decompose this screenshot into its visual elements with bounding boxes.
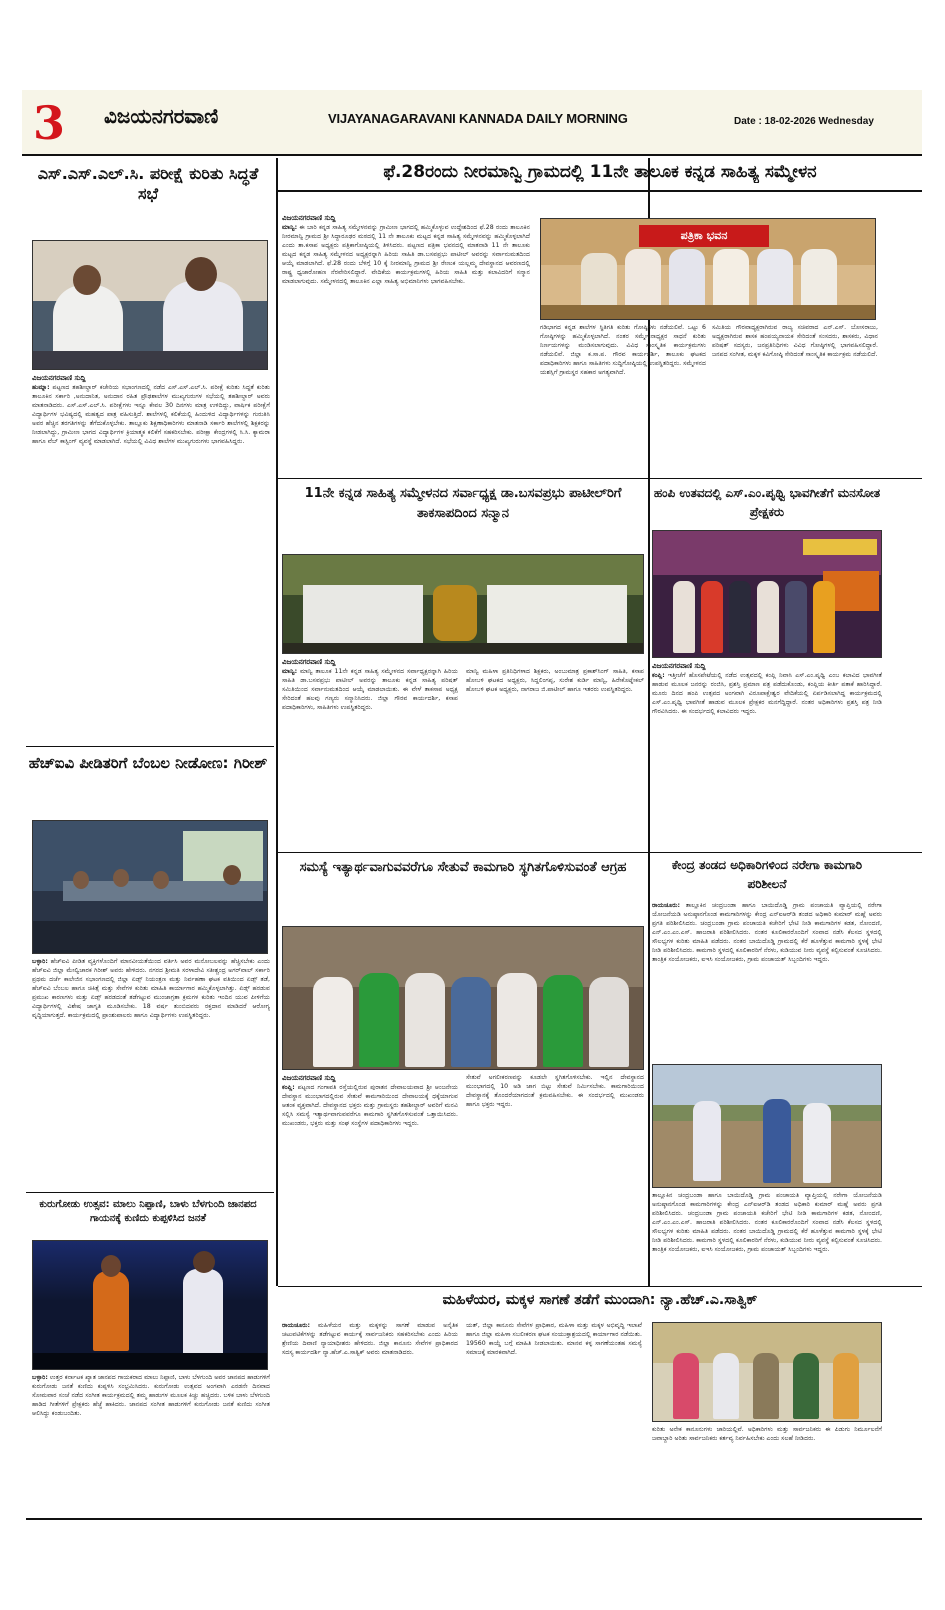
hiv-workshop-photo xyxy=(32,820,268,954)
kurugodu-body: ಬಳ್ಳಾರಿ: ಉತ್ತರ ಕರ್ನಾಟಕ ಖ್ಯಾತ ಜಾನಪದ ಗಾಯಕರಾದ ಮಾಲು ನಿಪ್ಪಾಣಿ, ಬಾಳು ಬೆಳಗುಂದಿ ಅವರ ಜಾನಪದ ಹಾಡುಗಳಿಗೆ ಕುರುಗೋಡು ಜನತೆ ಕುಣಿದು ಕುಪ್ಪಳಿಸಿ ಸಂಭ್ರಮಿಸಿದರು. ಕುರುಗೋಡು ಉತ್ಸವದ ಅಂಗವಾಗಿ ಎರಡನೇ ದಿನವಾದ ಸೋಮವಾರ ಸಂಜೆ ನಡೆದ ಸಂಗೀತ ಕಾರ್ಯಕ್ರಮದಲ್ಲಿ ತಮ್ಮ ಹಾಡುಗಳ ಮೂಲಕ ಕಿಚ್ಚು ಹಚ್ಚಿದರು. ಬಳಿಕ ಬಾಳು ಬೆಳಗುಂದಿ ಹಾಡಿದ ಗೀತೆಗಳಿಗೆ ಪ್ರೇಕ್ಷಕರು ಹೆಜ್ಜೆ ಹಾಕಿದರು. ಜಾನಪದ ಸಂಗೀತ ಹಾಡುಗಳಿಗೆ ಕುರುಗೋಡು ಜನತೆ ಕುಣಿದು ಸಂಗೀತ ಆಲಿಸಿದ್ದು ಕಂಡುಬಂದಿತು. xyxy=(32,1374,270,1417)
sanmana-col1: ಮಾನ್ವಿ: ಮಾನ್ವಿ ತಾಲೂಕ 11ನೇ ಕನ್ನಡ ಸಾಹಿತ್ಯ ಸಮ್ಮೇಳನದ ಸರ್ವಾಧ್ಯಕ್ಷರನ್ನಾಗಿ ಹಿರಿಯ ಸಾಹಿತಿ ಡಾ.ಬಸವಪ್ರಭು ಪಾಟೀಲ್ ಅವರನ್ನು ತಾಲೂಕು ಕನ್ನಡ ಸಾಹಿತ್ಯ ಪರಿಷತ್ ಸಮಿತಿಯಿಂದ ಸರ್ವಾನುಮತದಿಂದ ಆಯ್ಕೆ ಮಾಡಲಾಯಿತು. ಈ ವೇಳೆ ತಾಕಸಾಪ ಅಧ್ಯಕ್ಷ ಸೇರಿದಂತೆ ಹಲವು ಗಣ್ಯರು ಸನ್ಮಾನಿಸಿದರು. ಜಿಲ್ಲಾ ಗೌರವ ಕಾರ್ಯದರ್ಶಿ, ಕಸಾಪ ಪದಾಧಿಕಾರಿಗಳು, ಸಾಹಿತಿಗಳು ಉಪಸ್ಥಿತರಿದ್ದರು. xyxy=(282,668,458,711)
sslc-byline: ವಿಜಯನಗರವಾಣಿ ಸುದ್ದಿ xyxy=(32,374,86,382)
masthead-title-english: VIJAYANAGARAVANI KANNADA DAILY MORNING xyxy=(328,111,628,126)
sanmana-headline: 11ನೇ ಕನ್ನಡ ಸಾಹಿತ್ಯ ಸಮ್ಮೇಳನದ ಸರ್ವಾಧ್ಯಕ್ಷ ಡಾ.ಬಸವಪ್ರಭು ಪಾಟೀಲ್‌ರಿಗೆ ತಾಕಸಾಪದಿಂದ ಸನ್ಮಾನ xyxy=(304,486,622,521)
press-bhavan-banner: ಪತ್ರಿಕಾ ಭವನ xyxy=(639,225,769,247)
sammelana-col2: ಗಡಿಭಾಗದ ಕನ್ನಡ ಶಾಲೆಗಳ ಸ್ಥಿತಿಗತಿ ಕುರಿತು ಗೋಷ್ಠಿಗಳು ನಡೆಯಲಿವೆ. ಒಟ್ಟು 6 ಗೋಷ್ಠಿಗಳನ್ನು ಹಮ್ಮಿಕೊಳ್ಳಲಾಗಿದೆ. ನಂತರ ಸಮ್ಮೇಳನಾಧ್ಯಕ್ಷರ ಸಾಧನೆ ಕುರಿತು ನಿರ್ಣಯಗಳನ್ನು ಮಂಡಿಸಲಾಗುವುದು. ವಿವಿಧ ಸಾಂಸ್ಕೃತಿಕ ಕಾರ್ಯಕ್ರಮಗಳು ನಡೆಯಲಿವೆ. ಜಿಲ್ಲಾ ಕ.ಸಾ.ಪ. ಗೌರವ ಕಾರ್ಯದರ್ಶಿ, ತಾಲೂಕು ಘಟಕದ ಪದಾಧಿಕಾರಿಗಳು ಹಾಗೂ ಸಾಹಿತಿಗಳು ಸುದ್ದಿಗೋಷ್ಠಿಯಲ್ಲಿ ಉಪಸ್ಥಿತರಿದ್ದರು. ಸಮ್ಮೇಳನದ ಯಶಸ್ಸಿಗೆ ಗ್ರಾಮಸ್ಥರ ಸಹಕಾರ ಅಗತ್ಯವಾಗಿದೆ. xyxy=(540,324,706,376)
mahila-event-photo xyxy=(652,1322,882,1422)
sslc-body: ಹುಮ್ನಾ: ಪಟ್ಟಣದ ತಹಶೀಲ್ದಾರ್ ಕಚೇರಿಯ ಸಭಾಂಗಣದಲ್ಲಿ ನಡೆದ ಎಸ್.ಎಸ್.ಎಲ್.ಸಿ. ಪರೀಕ್ಷೆ ಕುರಿತು ಸಿದ್ಧತೆ ಕುರಿತು ತಾಲೂಕಿನ ಸರ್ಕಾರಿ ,ಅನುದಾನಿತ, ಅನುದಾನ ರಹಿತ ಪ್ರೌಢಶಾಲೆಗಳ ಮುಖ್ಯಗುರುಗಳ ಸಭೆಯಲ್ಲಿ ತಹಶೀಲ್ದಾರ್ ಅವರು ಮಾತನಾಡಿದರು. ಎಸ್.ಎಸ್.ಎಲ್.ಸಿ. ಪರೀಕ್ಷೆಗಳು ಇನ್ನೂ ಕೇವಲ 30 ದಿನಗಳು ಮಾತ್ರ ಉಳಿದಿದ್ದು, ವಾರ್ಷಿಕ ಪರೀಕ್ಷೆಗೆ ವಿದ್ಯಾರ್ಥಿಗಳ ಭವಿಷ್ಯದಲ್ಲಿ ಮಹತ್ವದ ಪಾತ್ರ ವಹಿಸುತ್ತಿದೆ. ಶಾಲೆಗಳಲ್ಲಿ ಕಲಿಕೆಯಲ್ಲಿ ಹಿಂದುಳಿದ ವಿದ್ಯಾರ್ಥಿಗಳನ್ನು ಗುರುತಿಸಿ ಅವರ ಹೆಚ್ಚಿನ ತರಗತಿಗಳನ್ನು ತೆಗೆದುಕೊಳ್ಳಬೇಕು. ತಾಲ್ಲೂಕು ಶಿಕ್ಷಣಾಧಿಕಾರಿಗಳು ಮಾತನಾಡಿ ಸರ್ಕಾರಿ ಶಾಲೆಗಳಲ್ಲಿ ಶಿಕ್ಷಕರನ್ನು ನೀಡಲಾಗಿದ್ದು, ಗ್ರಾಮೀಣ ಭಾಗದ ವಿದ್ಯಾರ್ಥಿಗಳ ಕ್ರಿಯಾತ್ಮಕ ಕಲಿಕೆಗೆ ಸಹಕರಿಸಬೇಕು. ಪರೀಕ್ಷಾ ಕೇಂದ್ರಗಳಲ್ಲಿ ಸಿ.ಸಿ. ಕ್ಯಾಮರಾ ಹಾಗೂ ವೆಬ್ ಕಾಸ್ಟಿಂಗ್ ವ್ಯವಸ್ಥೆ ಮಾಡಲಾಗಿದೆ. ಸಭೆಯಲ್ಲಿ ವಿವಿಧ ಶಾಲೆಗಳ ಮುಖ್ಯಗುರುಗಳು ಭಾಗವಹಿಸಿದ್ದರು. xyxy=(32,384,270,445)
mahila-col2: ಯತ್, ಜಿಲ್ಲಾ ಕಾನೂನು ಸೇವೆಗಳ ಪ್ರಾಧಿಕಾರ, ಮಹಿಳಾ ಮತ್ತು ಮಕ್ಕಳ ಅಭಿವೃದ್ಧಿ ಇಲಾಖೆ ಹಾಗೂ ಜಿಲ್ಲಾ ಮಹಿಳಾ ಸಬಲೀಕರಣ ಘಟಕ ಸಂಯುಕ್ತಾಶ್ರಯದಲ್ಲಿ ಕಾರ್ಯಾಗಾರ ನಡೆಯಿತು. 19560 ಕಾಯ್ದೆ ಬಗ್ಗೆ ಮಾಹಿತಿ ನೀಡಲಾಯಿತು. ಮಾನವ ಕಳ್ಳ ಸಾಗಣೆಯಂತಹ ಸಮಸ್ಯೆ ಸಮಾಜಕ್ಕೆ ಮಾರಕವಾಗಿದೆ. xyxy=(466,1322,642,1356)
page-number: 3 xyxy=(32,96,65,150)
masthead-date: Date : 18-02-2026 Wednesday xyxy=(734,116,874,127)
setuve-col1: ಕಂಪ್ಲಿ: ಪಟ್ಟಣದ ಗಂಗಾವತಿ ರಸ್ತೆಯಲ್ಲಿರುವ ಪುರಾತನ ದೇವಾಲಯವಾದ ಶ್ರೀ ಆಂಜನೇಯ ದೇವಸ್ಥಾನ ಮುಂಭಾಗದಲ್ಲಿರುವ ಸೇತುವೆ ಕಾಮಗಾರಿಯಿಂದ ದೇವಾಲಯಕ್ಕೆ ಧಕ್ಕೆಯಾಗುವ ಆತಂಕ ವ್ಯಕ್ತವಾಗಿದೆ. ದೇವಸ್ಥಾನದ ಭಕ್ತರು ಮತ್ತು ಗ್ರಾಮಸ್ಥರು ತಹಶೀಲ್ದಾರ್ ಅವರಿಗೆ ಮನವಿ ಸಲ್ಲಿಸಿ ಸಮಸ್ಯೆ ಇತ್ಯಾರ್ಥವಾಗುವವರೆಗೂ ಕಾಮಗಾರಿ ಸ್ಥಗಿತಗೊಳಿಸುವಂತೆ ಒತ್ತಾಯಿಸಿದರು. ಮುಖಂಡರು, ಭಕ್ತರು ಮತ್ತು ಸಂಘ ಸಂಸ್ಥೆಗಳ ಪದಾಧಿಕಾರಿಗಳು ಇದ್ದರು. xyxy=(282,1084,458,1127)
mahila-col1: ರಾಯಚೂರು: ಮಹಿಳೆಯರ ಮತ್ತು ಮಕ್ಕಳನ್ನು ಸಾಗಣೆ ಮಾಡುವ ಅನೈತಿಕ ಚಟುವಟಿಕೆಗಳನ್ನು ತಡೆಗಟ್ಟುವ ಕಾರ್ಯಕ್ಕೆ ಸಾರ್ವಜನಿಕರು ಸಹಕರಿಸಬೇಕು ಎಂದು ಹಿರಿಯ ಶ್ರೇಣಿಯ ದಿವಾಣಿ ನ್ಯಾಯಾಧೀಶರು ಹೇಳಿದರು. ಜಿಲ್ಲಾ ಕಾನೂನು ಸೇವೆಗಳ ಪ್ರಾಧಿಕಾರದ ಸದಸ್ಯ ಕಾರ್ಯದರ್ಶಿ ನ್ಯಾ.ಹೆಚ್.ಎ.ಸಾತ್ವಿಕ್ ಅವರು ಮಾತನಾಡಿದರು. xyxy=(282,1322,458,1356)
hampi-award-photo xyxy=(652,530,882,658)
masthead-title-kannada: ವಿಜಯನಗರವಾಣಿ xyxy=(104,104,219,128)
sammelana-press-photo xyxy=(540,218,876,320)
mahila-col3: ಕುರಿತು ಅನೇಕ ಕಾನೂನುಗಳು ಜಾರಿಯಲ್ಲಿವೆ. ಅಧಿಕಾರಿಗಳು ಮತ್ತು ಸಾರ್ವಜನಿಕರು ಈ ಪಿಡುಗು ನಿರ್ಮೂಲನೆಗೆ ಜವಾಬ್ದಾರಿ ಅರಿತು ಸಾರ್ವಜನಿಕರು ಕರ್ತವ್ಯ ನಿರ್ವಹಿಸಬೇಕು ಎಂದು ಸಲಹೆ ನೀಡಿದರು. xyxy=(652,1426,882,1442)
setuve-byline: ವಿಜಯನಗರವಾಣಿ ಸುದ್ದಿ xyxy=(282,1074,336,1082)
sanmana-byline: ವಿಜಯನಗರವಾಣಿ ಸುದ್ದಿ xyxy=(282,658,336,666)
sanmana-felicitation-photo xyxy=(282,554,644,654)
sammelana-col1: ಮಾನ್ವಿ: ಈ ಬಾರಿ ಕನ್ನಡ ಸಾಹಿತ್ಯ ಸಮ್ಮೇಳನವನ್ನು ಗ್ರಾಮೀಣ ಭಾಗದಲ್ಲಿ ಹಮ್ಮಿಕೊಳ್ಳುವ ಉದ್ದೇಶದಿಂದ ಫೆ.28 ರಂದು ತಾಲೂಕಿನ ನೀರಮಾನ್ವಿ ಗ್ರಾಮದ ಶ್ರೀ ಸಿದ್ಧಾರೂಢರ ಮಠದಲ್ಲಿ 11 ನೇ ತಾಲೂಕು ಮಟ್ಟದ ಕನ್ನಡ ಸಾಹಿತ್ಯ ಸಮ್ಮೇಳನವನ್ನು ಹಮ್ಮಿಕೊಳ್ಳಲಾಗಿದೆ ಎಂದು ತಾ.ಕಸಾಪ ಅಧ್ಯಕ್ಷರು ಪತ್ರಿಕಾಗೋಷ್ಠಿಯಲ್ಲಿ ತಿಳಿಸಿದರು. ಪಟ್ಟಣದ ಪತ್ರಿಕಾ ಭವನದಲ್ಲಿ ಮಾತನಾಡಿ 11 ನೇ ತಾಲೂಕು ಮಟ್ಟದ ಕನ್ನಡ ಸಾಹಿತ್ಯ ಸಮ್ಮೇಳನದ ಅಧ್ಯಕ್ಷರನ್ನಾಗಿ ಹಿರಿಯ ಸಾಹಿತಿ ಡಾ.ಬಸವಪ್ರಭು ಪಾಟೀಲ್ ಅವರನ್ನು ಸರ್ವಾನುಮತದಿಂದ ಆಯ್ಕೆ ಮಾಡಲಾಗಿದೆ. ಫೆ.28 ರಂದು ಬೆಳಿಗ್ಗೆ 10 ಕ್ಕೆ ನೀರಮಾನ್ವಿ ಗ್ರಾಮದ ಶ್ರೀ ರೇಣುಕ ಯಲ್ಲಮ್ಮ ದೇವಸ್ಥಾನದ ಆವರಣದಲ್ಲಿ ರಾಷ್ಟ್ರ ಧ್ವಜಾರೋಹಣ ನೆರವೇರಿಸಲಿದ್ದಾರೆ. ವೇದಿಕೆಯ ಕಾರ್ಯಕ್ರಮಗಳಲ್ಲಿ ಹಿರಿಯ ಸಾಹಿತಿ ಮತ್ತು ಕಲಾವಿದರಿಗೆ ಸನ್ಮಾನ ಮಾಡಲಾಗುವುದು. ಸಮ್ಮೇಳನದಲ್ಲಿ ತಾಲೂಕಿನ ಎಲ್ಲಾ ಸಾಹಿತ್ಯ ಅಭಿಮಾನಿಗಳು ಭಾಗವಹಿಸಬೇಕು. xyxy=(282,224,530,285)
narega-body: ರಾಯಚೂರು: ತಾಲ್ಲೂಕಿನ ಚಂದ್ರಬಂಡಾ ಹಾಗೂ ಬಾಯಿದೊಡ್ಡಿ ಗ್ರಾಮ ಪಂಚಾಯತಿ ವ್ಯಾಪ್ತಿಯಲ್ಲಿ ನರೇಗಾ ಯೋಜನೆಯಡಿ ಅನುಷ್ಠಾನಗೊಂಡ ಕಾಮಗಾರಿಗಳನ್ನು ಕೇಂದ್ರ ಎನ್‌ಐಆರ್‌ಡಿ ತಂಡದ ಅಧಿಕಾರಿ ಕುಮಾರ್ ಮಹ್ಲೆ ಅವರು ಪ್ರಗತಿ ಪರಿಶೀಲಿಸಿದರು. ಚಂದ್ರಬಂಡಾ ಗ್ರಾಮ ಪಂಚಾಯತಿ ಕಚೇರಿಗೆ ಭೇಟಿ ನೀಡಿ ಕಾಮಗಾರಿಗಳ ಕಡತ, ನೋಂದಣಿ, ಎನ್.ಎಂ.ಎಂ.ಎಸ್. ಹಾಜರಾತಿ ಪರಿಶೀಲಿಸಿದರು. ನಂತರ ಕೂಲಿಕಾರರೊಂದಿಗೆ ಸಂವಾದ ನಡೆಸಿ ಕೆಲಸದ ಸ್ಥಳದಲ್ಲಿ ಸೌಲಭ್ಯಗಳ ಕುರಿತು ಮಾಹಿತಿ ಪಡೆದರು. ನಂತರ ಬಾಯಿದೊಡ್ಡಿ ಗ್ರಾಮದಲ್ಲಿ ಕೆರೆ ಹೂಳೆತ್ತುವ ಕಾಮಗಾರಿ ಸ್ಥಳಕ್ಕೆ ಭೇಟಿ ನೀಡಿ ಪರಿಶೀಲಿಸಿದರು. ಕಾಮಗಾರಿ ಸ್ಥಳದಲ್ಲಿ ಕೂಲಿಕಾರರಿಗೆ ನೆರಳು, ಕುಡಿಯುವ ನೀರು ವ್ಯವಸ್ಥೆ ಕಲ್ಪಿಸುವಂತೆ ಸೂಚಿಸಿದರು. ತಾಂತ್ರಿಕ ಸಂಯೋಜಕರು, ಐಇಸಿ ಸಂಯೋಜಕರು, ಗ್ರಾಮ ಪಂಚಾಯತ್ ಸಿಬ್ಬಂದಿಗಳು ಇದ್ದರು. xyxy=(652,902,882,963)
sanmana-col2: ಮಾನ್ವಿ ಮಹಿಳಾ ಪ್ರತಿನಿಧಿಗಳಾದ ಶಿಕ್ಷಕರು, ಅಂಬುಮಾತ್ರ ಪ್ರಕಾಶ್‌ಸಿಂಗ್ ಸಾಹಿತಿ, ಕಸಾಪ ಹೋಬಳಿ ಘಟಕದ ಅಧ್ಯಕ್ಷರು, ಸಿದ್ದಲಿಂಗಪ್ಪ, ಸುರೇಶ ಕುರ್ಡಿ ಮಾನ್ವಿ, ಹಿರೇಕೊಟ್ನೇಕಲ್ ಹೋಬಳಿ ಘಟಕ ಅಧ್ಯಕ್ಷರು, ನಾಗರಾಜ ಜಿ.ಪಾಟೀಲ್ ಹಾಗೂ ಇತರರು ಉಪಸ್ಥಿತರಿದ್ದರು. xyxy=(466,668,644,693)
sammelana-headline: ಫೆ.28ರಂದು ನೀರಮಾನ್ವಿ ಗ್ರಾಮದಲ್ಲಿ 11ನೇ ತಾಲೂಕ ಕನ್ನಡ ಸಾಹಿತ್ಯ ಸಮ್ಮೇಳನ xyxy=(383,162,817,182)
setuve-headline: ಸಮಸ್ಯೆ ಇತ್ಯಾರ್ಥವಾಗುವವರೆಗೂ ಸೇತುವೆ ಕಾಮಗಾರಿ ಸ್ಥಗಿತಗೊಳಿಸುವಂತೆ ಆಗ್ರಹ xyxy=(299,860,627,875)
mahila-headline: ಮಹಿಳೆಯರ, ಮಕ್ಕಳ ಸಾಗಣೆ ತಡೆಗೆ ಮುಂದಾಗಿ: ನ್ಯಾ.ಹೆಚ್.ಎ.ಸಾತ್ವಿಕ್ xyxy=(442,1292,758,1308)
hampi-byline: ವಿಜಯನಗರವಾಣಿ ಸುದ್ದಿ xyxy=(652,662,706,670)
kurugodu-concert-photo xyxy=(32,1240,268,1370)
kurugodu-headline: ಕುರುಗೋಡು ಉತ್ಸವ: ಮಾಲು ನಿಪ್ಪಾಣಿ, ಬಾಳು ಬೆಳಗುಂದಿ ಜಾನಪದ ಗಾಯನಕ್ಕೆ ಕುಣಿದು ಕುಪ್ಪಳಿಸಿದ ಜನತೆ xyxy=(39,1199,257,1224)
sslc-meeting-photo xyxy=(32,240,268,370)
sammelana-byline: ವಿಜಯನಗರವಾಣಿ ಸುದ್ದಿ xyxy=(282,214,336,222)
sammelana-col3: ಸಮಿತಿಯ ಗೌರವಾಧ್ಯಕ್ಷರಾಗಿರುವ ರಾಜ್ಯ ಸಚಿವರಾದ ಎನ್.ಎಸ್. ಬೋಸರಾಜು, ಅಧ್ಯಕ್ಷರಾಗಿರುವ ಶಾಸಕ ಹಂಪಯ್ಯನಾಯಕ ಸೇರಿದಂತೆ ಸಂಸದರು, ಶಾಸಕರು, ವಿಧಾನ ಪರಿಷತ್ ಸದಸ್ಯರು, ಜನಪ್ರತಿನಿಧಿಗಳು ವಿವಿಧ ಗೋಷ್ಠಿಗಳಲ್ಲಿ ಭಾಗವಹಿಸಲಿದ್ದಾರೆ. ಜನಪದ ಸಂಗೀತ, ಮಕ್ಕಳ ಕವಿಗೋಷ್ಠಿ ಸೇರಿದಂತೆ ಸಾಂಸ್ಕೃತಿಕ ಕಾರ್ಯಕ್ರಮ ನಡೆಯಲಿದೆ. xyxy=(712,324,878,358)
hiv-headline: ಹೆಚ್‌ಐವಿ ಪೀಡಿತರಿಗೆ ಬೆಂಬಲ ನೀಡೋಣ: ಗಿರೀಶ್ xyxy=(28,754,268,772)
hiv-body: ಬಳ್ಳಾರಿ: ಹೆಚ್‌ಐವಿ ಪೀಡಿತ ವ್ಯಕ್ತಿಗಳೊಂದಿಗೆ ಮಾನವೀಯತೆಯಿಂದ ವರ್ತಿಸಿ ಅವರ ಮನೋಬಲವನ್ನು ಹೆಚ್ಚಿಸಬೇಕು ಎಂದು ಹೆಚ್‌ಐವಿ ಜಿಲ್ಲಾ ಮೇಲ್ವಿಚಾರಕ ಗಿರೀಶ್ ಅವರು ಹೇಳಿದರು. ನಗರದ ಶ್ರೀಮತಿ ಸರಳಾದೇವಿ ಸತೀಶ್ಚಂದ್ರ ಅಗರ್‌ವಾಲ್ ಸರ್ಕಾರಿ ಪ್ರಥಮ ದರ್ಜೆ ಕಾಲೇಜಿನ ಸಭಾಂಗಣದಲ್ಲಿ ಜಿಲ್ಲಾ ಏಡ್ಸ್ ನಿಯಂತ್ರಣ ಮತ್ತು ನಿರ್ವಹಣಾ ಘಟಕ ವತಿಯಿಂದ ಏಡ್ಸ್ ತಡೆ, ಹೆಚ್‌ಐವಿ ಬೆಂಬಲ ಹಾಗೂ ಚಿಕಿತ್ಸೆ ಮತ್ತು ಸೇವೆಗಳ ಕುರಿತು ಮಾಹಿತಿ ಕಾರ್ಯಾಗಾರ ಹಮ್ಮಿಕೊಳ್ಳಲಾಗಿತ್ತು. ಏಡ್ಸ್ ಹರಡುವ ಪ್ರಮುಖ ಕಾರಣಗಳು ಮತ್ತು ಏಡ್ಸ್ ಹರಡದಂತೆ ತಡೆಗಟ್ಟುವ ಮುಂಜಾಗ್ರತಾ ಕ್ರಮಗಳ ಕುರಿತು ಇಂದಿನ ಯುವ ಪೀಳಿಗೆಯ ವಿದ್ಯಾರ್ಥಿಗಳಲ್ಲಿ ವಿಶೇಷ ಜಾಗೃತಿ ಮೂಡಿಸಬೇಕು. 18 ವರ್ಷ ತುಂಬಿದವರು ರಕ್ತದಾನ ಮಾಡಿದರೆ ಆರೋಗ್ಯ ವೃದ್ಧಿಯಾಗುತ್ತದೆ. ಕಾರ್ಯಕ್ರಮದಲ್ಲಿ ಪ್ರಾಂಶುಪಾಲರು ಹಾಗೂ ವಿದ್ಯಾರ್ಥಿಗಳು ಉಪಸ್ಥಿತರಿದ್ದರು. xyxy=(32,958,270,1019)
setuve-col2: ಸೇತುವೆ ಅಗಲೀಕರಣವನ್ನು ಕೂಡಲೇ ಸ್ಥಗಿತಗೊಳಿಸಬೇಕು. ಇಲ್ಲಿನ ದೇವಸ್ಥಾನದ ಮುಂಭಾಗದಲ್ಲಿ 10 ಅಡಿ ಜಾಗ ಬಿಟ್ಟು ಸೇತುವೆ ನಿರ್ಮಿಸಬೇಕು. ಕಾಮಗಾರಿಯಿಂದ ದೇವಸ್ಥಾನಕ್ಕೆ ತೊಂದರೆಯಾಗದಂತೆ ಕ್ರಮವಹಿಸಬೇಕು. ಈ ಸಂದರ್ಭದಲ್ಲಿ ಮುಖಂಡರು ಹಾಗೂ ಭಕ್ತರು ಇದ್ದರು. xyxy=(466,1074,644,1108)
narega-body-cont: ತಾಲ್ಲೂಕಿನ ಚಂದ್ರಬಂಡಾ ಹಾಗೂ ಬಾಯಿದೊಡ್ಡಿ ಗ್ರಾಮ ಪಂಚಾಯತಿ ವ್ಯಾಪ್ತಿಯಲ್ಲಿ ನರೇಗಾ ಯೋಜನೆಯಡಿ ಅನುಷ್ಠಾನಗೊಂಡ ಕಾಮಗಾರಿಗಳನ್ನು ಕೇಂದ್ರ ಎನ್‌ಐಆರ್‌ಡಿ ತಂಡದ ಅಧಿಕಾರಿ ಕುಮಾರ್ ಮಹ್ಲೆ ಅವರು ಪ್ರಗತಿ ಪರಿಶೀಲಿಸಿದರು. ಚಂದ್ರಬಂಡಾ ಗ್ರಾಮ ಪಂಚಾಯತಿ ಕಚೇರಿಗೆ ಭೇಟಿ ನೀಡಿ ಕಾಮಗಾರಿಗಳ ಕಡತ, ನೋಂದಣಿ, ಎನ್.ಎಂ.ಎಂ.ಎಸ್. ಹಾಜರಾತಿ ಪರಿಶೀಲಿಸಿದರು. ನಂತರ ಕೂಲಿಕಾರರೊಂದಿಗೆ ಸಂವಾದ ನಡೆಸಿ ಕೆಲಸದ ಸ್ಥಳದಲ್ಲಿ ಸೌಲಭ್ಯಗಳ ಕುರಿತು ಮಾಹಿತಿ ಪಡೆದರು. ನಂತರ ಬಾಯಿದೊಡ್ಡಿ ಗ್ರಾಮದಲ್ಲಿ ಕೆರೆ ಹೂಳೆತ್ತುವ ಕಾಮಗಾರಿ ಸ್ಥಳಕ್ಕೆ ಭೇಟಿ ನೀಡಿ ಪರಿಶೀಲಿಸಿದರು. ಕಾಮಗಾರಿ ಸ್ಥಳದಲ್ಲಿ ಕೂಲಿಕಾರರಿಗೆ ನೆರಳು, ಕುಡಿಯುವ ನೀರು ವ್ಯವಸ್ಥೆ ಕಲ್ಪಿಸುವಂತೆ ಸೂಚಿಸಿದರು. ತಾಂತ್ರಿಕ ಸಂಯೋಜಕರು, ಐಇಸಿ ಸಂಯೋಜಕರು, ಗ್ರಾಮ ಪಂಚಾಯತ್ ಸಿಬ್ಬಂದಿಗಳು ಇದ್ದರು. xyxy=(652,1192,882,1253)
setuve-protest-photo xyxy=(282,926,644,1070)
narega-inspection-photo xyxy=(652,1064,882,1188)
hampi-headline: ಹಂಪಿ ಉತವದಲ್ಲಿ ಎಸ್.ಎಂ.ಪೃಥ್ವಿ ಭಾವಗೀತೆಗೆ ಮನಸೋತ ಪ್ರೇಕ್ಷಕರು xyxy=(653,486,881,519)
masthead xyxy=(22,90,922,156)
hampi-body: ಕಂಪ್ಲಿ: ಇತ್ತೀಚೆಗೆ ಹೊಸಪೇಟೆಯಲ್ಲಿ ನಡೆದ ಉತ್ಸವದಲ್ಲಿ ಕಂಪ್ಲಿ ನಿವಾಸಿ ಎಸ್.ಎಂ.ಪೃಥ್ವಿ ಎಂಬ ಕಲಾವಿದ ಭಾವಗೀತೆ ಹಾಡುವ ಮೂಲಕ ಜನರನ್ನು ರಂಜಿಸಿ, ಪ್ರಶಸ್ತಿ ಪ್ರಮಾಣ ಪತ್ರ ಪಡೆದುಕೊಂಡು, ಕಂಪ್ಲಿಯ ಕೀರ್ತಿ ಪತಾಕೆ ಹಾರಿಸಿದ್ದಾರೆ. ಮೂರು ದಿನದ ಹಂಪಿ ಉತ್ಸವದ ಅಂಗವಾಗಿ ವಿರೂಪಾಕ್ಷೇಶ್ವರ ವೇದಿಕೆಯಲ್ಲಿ ಏರ್ಪಡಿಸಲಾಗಿದ್ದ ಕಾರ್ಯಕ್ರಮದಲ್ಲಿ ಎಸ್.ಎಂ.ಪೃಥ್ವಿ ಭಾವಗೀತೆ ಹಾಡುವ ಮೂಲಕ ಪ್ರೇಕ್ಷಕರ ಮನಗೆದ್ದಿದ್ದಾರೆ. ನಂತರ ಅಧಿಕಾರಿಗಳು ಪ್ರಶಸ್ತಿ ಪತ್ರ ನೀಡಿ ಗೌರವಿಸಿದರು. ಈ ಸಂದರ್ಭದಲ್ಲಿ ಕಲಾವಿದರು ಇದ್ದರು. xyxy=(652,672,882,715)
narega-headline: ಕೇಂದ್ರ ತಂಡದ ಅಧಿಕಾರಿಗಳಿಂದ ನರೇಗಾ ಕಾಮಗಾರಿ ಪರಿಶೀಲನೆ xyxy=(671,858,863,891)
sslc-headline: ಎಸ್.ಎಸ್.ಎಲ್.ಸಿ. ಪರೀಕ್ಷೆ ಕುರಿತು ಸಿದ್ಧತೆ ಸಭೆ xyxy=(37,164,259,203)
